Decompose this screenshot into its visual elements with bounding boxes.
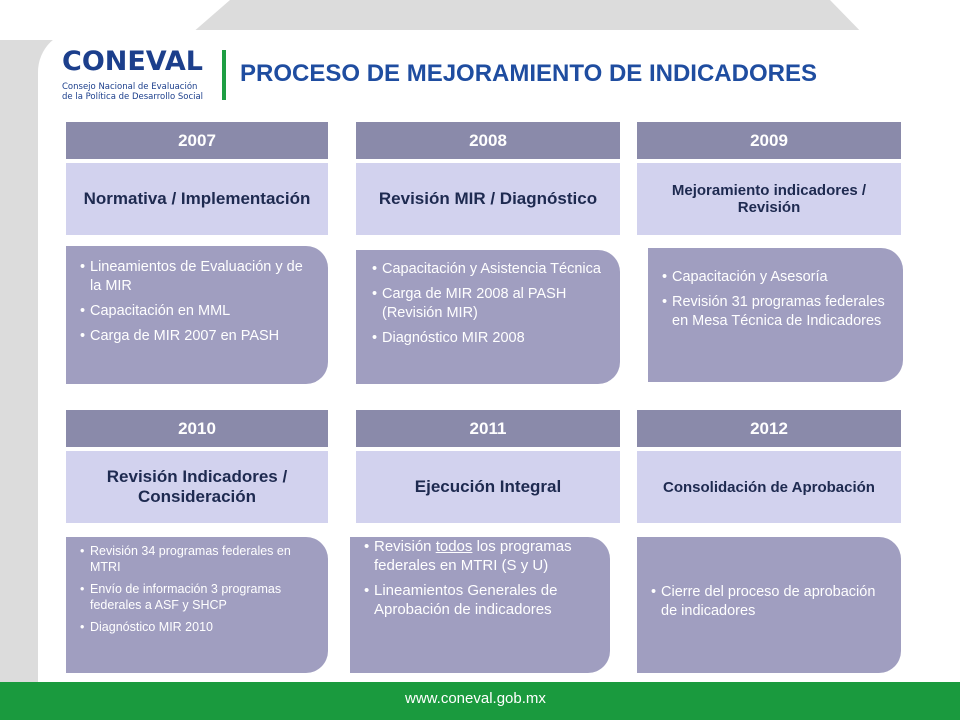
bullet-item: • Carga de MIR 2008 al PASH (Revisión MIR) (372, 285, 610, 323)
bullet-item: • Diagnóstico MIR 2010 (80, 619, 318, 635)
phase-2010: Revisión Indicadores / Consideración (66, 451, 328, 523)
logo-brand: CONEVAL (62, 46, 203, 77)
bullet-item: • Diagnóstico MIR 2008 (372, 329, 610, 348)
logo-subtitle (62, 82, 212, 102)
year-2010: 2010 (66, 410, 328, 447)
footer-url[interactable]: www.coneval.gob.mx (405, 690, 546, 707)
bullet-item: • Revisión 31 programas federales en Mesa Técnica de Indicadores (662, 293, 893, 331)
bullet-text-emphasis: todos (435, 538, 473, 555)
bullet-text-post: los programas federales en MTRI (S y U) (374, 538, 572, 574)
phase-2008: Revisión MIR / Diagnóstico (356, 163, 620, 235)
title-divider (222, 50, 226, 100)
bullet-item: • Capacitación y Asistencia Técnica (372, 260, 610, 279)
bullet-text-pre: Revisión (374, 538, 436, 555)
bullet-item: • Capacitación y Asesoría (662, 268, 893, 287)
logo-line-1: Consejo Nacional de Evaluación (62, 82, 198, 92)
year-2008: 2008 (356, 122, 620, 159)
phase-2009: Mejoramiento indicadores / Revisión (637, 163, 901, 235)
bullet-item: • Revisión 34 programas federales en MTRI (80, 543, 318, 575)
bullet-item (364, 537, 600, 575)
bullet-item: • Envío de información 3 programas federales a ASF y SHCP (80, 581, 318, 613)
year-2011: 2011 (356, 410, 620, 447)
bullets-2011 (350, 537, 610, 673)
bullet-item: • Cierre del proceso de aprobación de indicadores (651, 583, 891, 621)
bullets-2007 (66, 246, 328, 384)
bullets-2009 (648, 248, 903, 382)
bullets-2012 (637, 537, 901, 673)
phase-2011: Ejecución Integral (356, 451, 620, 523)
bullet-item: • Carga de MIR 2007 en PASH (80, 327, 318, 346)
phase-2012: Consolidación de Aprobación (637, 451, 901, 523)
phase-2007: Normativa / Implementación (66, 163, 328, 235)
bullet-item: • Capacitación en MML (80, 302, 318, 321)
bullet-item: • Lineamientos Generales de Aprobación de indicadores (364, 581, 600, 619)
bullet-item: • Lineamientos de Evaluación y de la MIR (80, 258, 318, 296)
bullets-2008 (356, 250, 620, 384)
coneval-logo (62, 46, 212, 106)
year-2007: 2007 (66, 122, 328, 159)
year-2009: 2009 (637, 122, 901, 159)
bullets-2010 (66, 537, 328, 673)
page-title: PROCESO DE MEJORAMIENTO DE INDICADORES (240, 60, 817, 87)
year-2012: 2012 (637, 410, 901, 447)
logo-line-2: de la Política de Desarrollo Social (62, 92, 204, 102)
